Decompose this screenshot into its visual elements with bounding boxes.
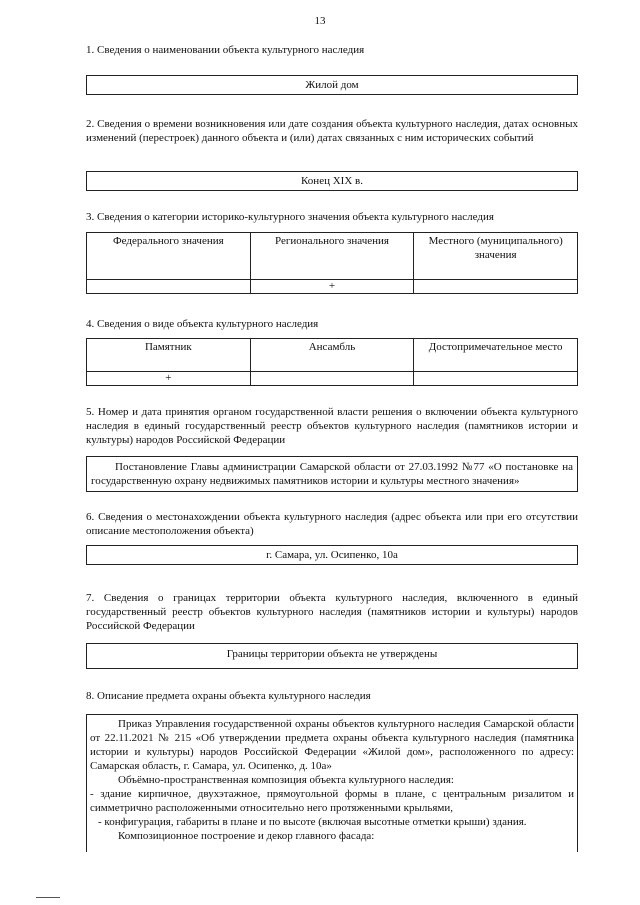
type-header-row [87, 339, 578, 372]
category-mark-row [87, 280, 578, 294]
registry-decision-value: Постановление Главы администрации Самарской области от 27.03.1992 №77 «О постановке на государственную охрану недвижимых памятников истории и культуры местного значения» [91, 461, 573, 487]
category-table [86, 232, 578, 294]
type-col-ensemble: Ансамбль [250, 339, 414, 372]
category-mark-regional: + [250, 280, 414, 294]
section-6-heading: 6. Сведения о местонахождении объекта культурного наследия (адрес объекта или при его отсутствии описание местоположения объекта) [86, 511, 578, 537]
type-mark-ensemble [250, 372, 414, 386]
type-col-monument: Памятник [87, 339, 251, 372]
territory-box [86, 643, 578, 669]
type-table [86, 338, 578, 386]
type-mark-row [87, 372, 578, 386]
section-4-heading: 4. Сведения о виде объекта культурного наследия [86, 318, 319, 330]
composition-item-2: - конфигурация, габариты в плане и по высоте (включая высотные отметки крыши) здания. [98, 816, 527, 828]
scan-mark [36, 897, 60, 898]
type-mark-monument: + [87, 372, 251, 386]
registry-decision-box [86, 456, 578, 492]
type-col-landmark: Достопримечательное место [414, 339, 578, 372]
composition-heading: Объёмно-пространственная композиция объекта культурного наследия: [118, 774, 454, 786]
section-3-heading: 3. Сведения о категории историко-культурного значения объекта культурного наследия [86, 211, 494, 223]
category-mark-local [414, 280, 578, 294]
page-number: 13 [314, 15, 326, 27]
category-col-local: Местного (муниципального) значения [414, 233, 578, 280]
category-header-row [87, 233, 578, 280]
category-mark-federal [87, 280, 251, 294]
facade-heading: Композиционное построение и декор главного фасада: [118, 830, 375, 842]
section-8-heading: 8. Описание предмета охраны объекта культурного наследия [86, 690, 371, 702]
address-value: г. Самара, ул. Осипенко, 10а [266, 549, 398, 561]
type-mark-landmark [414, 372, 578, 386]
section-1-heading: 1. Сведения о наименовании объекта культурного наследия [86, 44, 365, 56]
object-name-box [86, 75, 578, 95]
section-5-heading: 5. Номер и дата принятия органом государственной власти решения о включении объекта культурного наследия в единый государственный реестр объектов культурного наследия (памятников истории и культуры) народов Российской Федерации [86, 406, 578, 446]
section-2-heading: 2. Сведения о времени возникновения или дате создания объекта культурного наследия, датах основных изменений (перестроек) данного объекта и (или) датах связанных с ним исторических событий [86, 118, 578, 144]
object-name-value: Жилой дом [305, 79, 359, 91]
creation-date-box [86, 171, 578, 191]
address-box [86, 545, 578, 565]
protection-subject-box [86, 714, 578, 852]
category-col-federal: Федерального значения [87, 233, 251, 280]
composition-item-1: - здание кирпичное, двухэтажное, прямоугольной формы в плане, с центральным ризалитом и симметрично расположенными относительно него протяженными крыльями, [90, 788, 574, 814]
category-col-regional: Регионального значения [250, 233, 414, 280]
creation-date-value: Конец XIX в. [301, 175, 363, 187]
territory-value: Границы территории объекта не утверждены [226, 648, 438, 660]
protection-order-paragraph: Приказ Управления государственной охраны объектов культурного наследия Самарской области от 22.11.2021 № 215 «Об утверждении предмета охраны объекта культурного наследия (памятника истории и культуры) народов Российской Федерации «Жилой дом», расположенного по адресу: Самарская область, г. Самара, ул. Осипенко, д. 10а» [90, 718, 574, 772]
section-7-heading: 7. Сведения о границах территории объекта культурного наследия, включенного в единый государственный реестр объектов культурного наследия (памятников истории и культуры) народов Российской Федерации [86, 592, 578, 632]
